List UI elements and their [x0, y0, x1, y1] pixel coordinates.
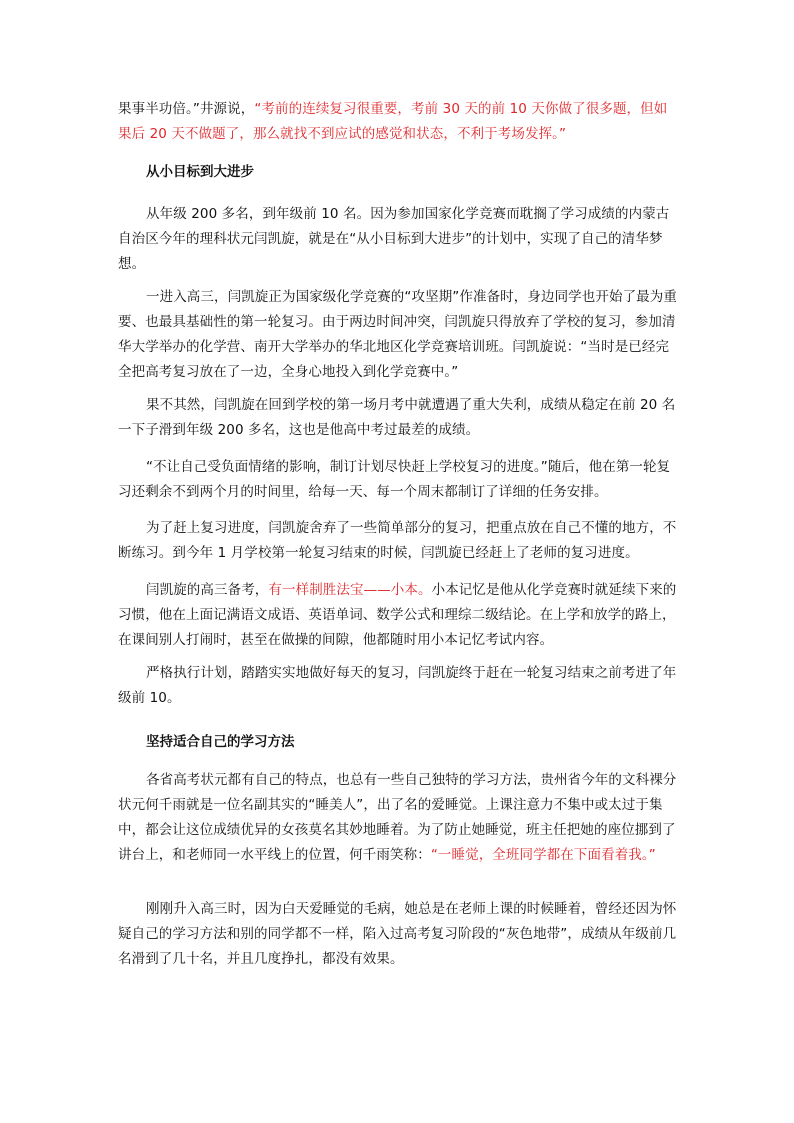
section-heading-small-goals: 从小目标到大进步 [146, 164, 254, 180]
paragraph-8 [118, 768, 678, 868]
paragraph-text: 闫凯旋的高三备考， [146, 582, 269, 598]
highlighted-quote: “一睡觉，全班同学都在下面看着我。” [430, 847, 656, 863]
paragraph-7: 严格执行计划，踏踏实实地做好每天的复习，闫凯旋终于赶在一轮复习结束之前考进了年级前 10。 [118, 665, 677, 706]
highlighted-phrase: 有一样制胜法宝——小本。 [268, 582, 432, 598]
paragraph-text: 小本记忆是他从化学竞赛时就延续下来的习惯，他在上面记满语文成语、英语单词、数学公式和理综二级结论。在上学和放学的路上，在课间别人打闹时，甚至在做操的间隙，他都随时用小本记忆考试内容。 [118, 582, 677, 648]
paragraph-1: 从年级 200 多名，到年级前 10 名。因为参加国家化学竞赛而耽搁了学习成绩的内蒙古自治区今年的理科状元闫凯旋，就是在“从小目标到大进步”的计划中，实现了自己的清华梦想。 [118, 206, 670, 272]
paragraph-9: 刚刚升入高三时，因为白天爱睡觉的毛病，她总是在老师上课的时候睡着，曾经还因为怀疑自己的学习方法和别的同学都不一样，陷入过高考复习阶段的“灰色地带”，成绩从年级前几名滑到了几十名，并且几度挣扎，都没有效果。 [118, 901, 677, 967]
paragraph-5: 为了赶上复习进度，闫凯旋舍弃了一些简单部分的复习，把重点放在自己不懂的地方，不断练习。到今年 1 月学校第一轮复习结束的时候，闫凯旋已经赶上了老师的复习进度。 [118, 520, 677, 561]
paragraph-4: “不让自己受负面情绪的影响，制订计划尽快赶上学校复习的进度。”随后，他在第一轮复习还剩余不到两个月的时间里，给每一天、每一个周末都制订了详细的任务安排。 [118, 459, 671, 500]
paragraph-text: 各省高考状元都有自己的特点，也总有一些自己独特的学习方法，贵州省今年的文科裸分状元何千雨就是一位名副其实的“睡美人”，出了名的爱睡觉。上课注意力不集中或太过于集中，都会让这位成绩优异的女孩莫名其妙地睡着。为了防止她睡觉，班主任把她的座位挪到了讲台上，和老师同一水平线上的位置，何千雨笑称： [118, 772, 677, 863]
paragraph-2: 一进入高三，闫凯旋正为国家级化学竞赛的“攻坚期”作准备时，身边同学也开始了最为重要、也最具基础性的第一轮复习。由于两边时间冲突，闫凯旋只得放弃了学校的复习，参加清华大学举办的化学营、南开大学举办的华北地区化学竞赛培训班。闫凯旋说：“当时是已经完全把高考复习放在了一边，全身心地投入到化学竞赛中。” [118, 289, 677, 380]
paragraph-text: 果事半功倍。”井源说， [118, 101, 255, 117]
paragraph-6 [118, 578, 678, 653]
paragraph-3: 果不其然，闫凯旋在回到学校的第一场月考中就遭遇了重大失利，成绩从稳定在前 20 名一下子滑到年级 200 多名，这也是他高中考过最差的成绩。 [118, 397, 676, 438]
paragraph-intro-quote [118, 97, 678, 147]
section-heading-study-methods: 坚持适合自己的学习方法 [146, 734, 295, 750]
highlighted-quote: “考前的连续复习很重要，考前 30 天的前 10 天你做了很多题，但如果后 20 天不做题了，那么就找不到应试的感觉和状态，不利于考场发挥。” [118, 101, 668, 142]
